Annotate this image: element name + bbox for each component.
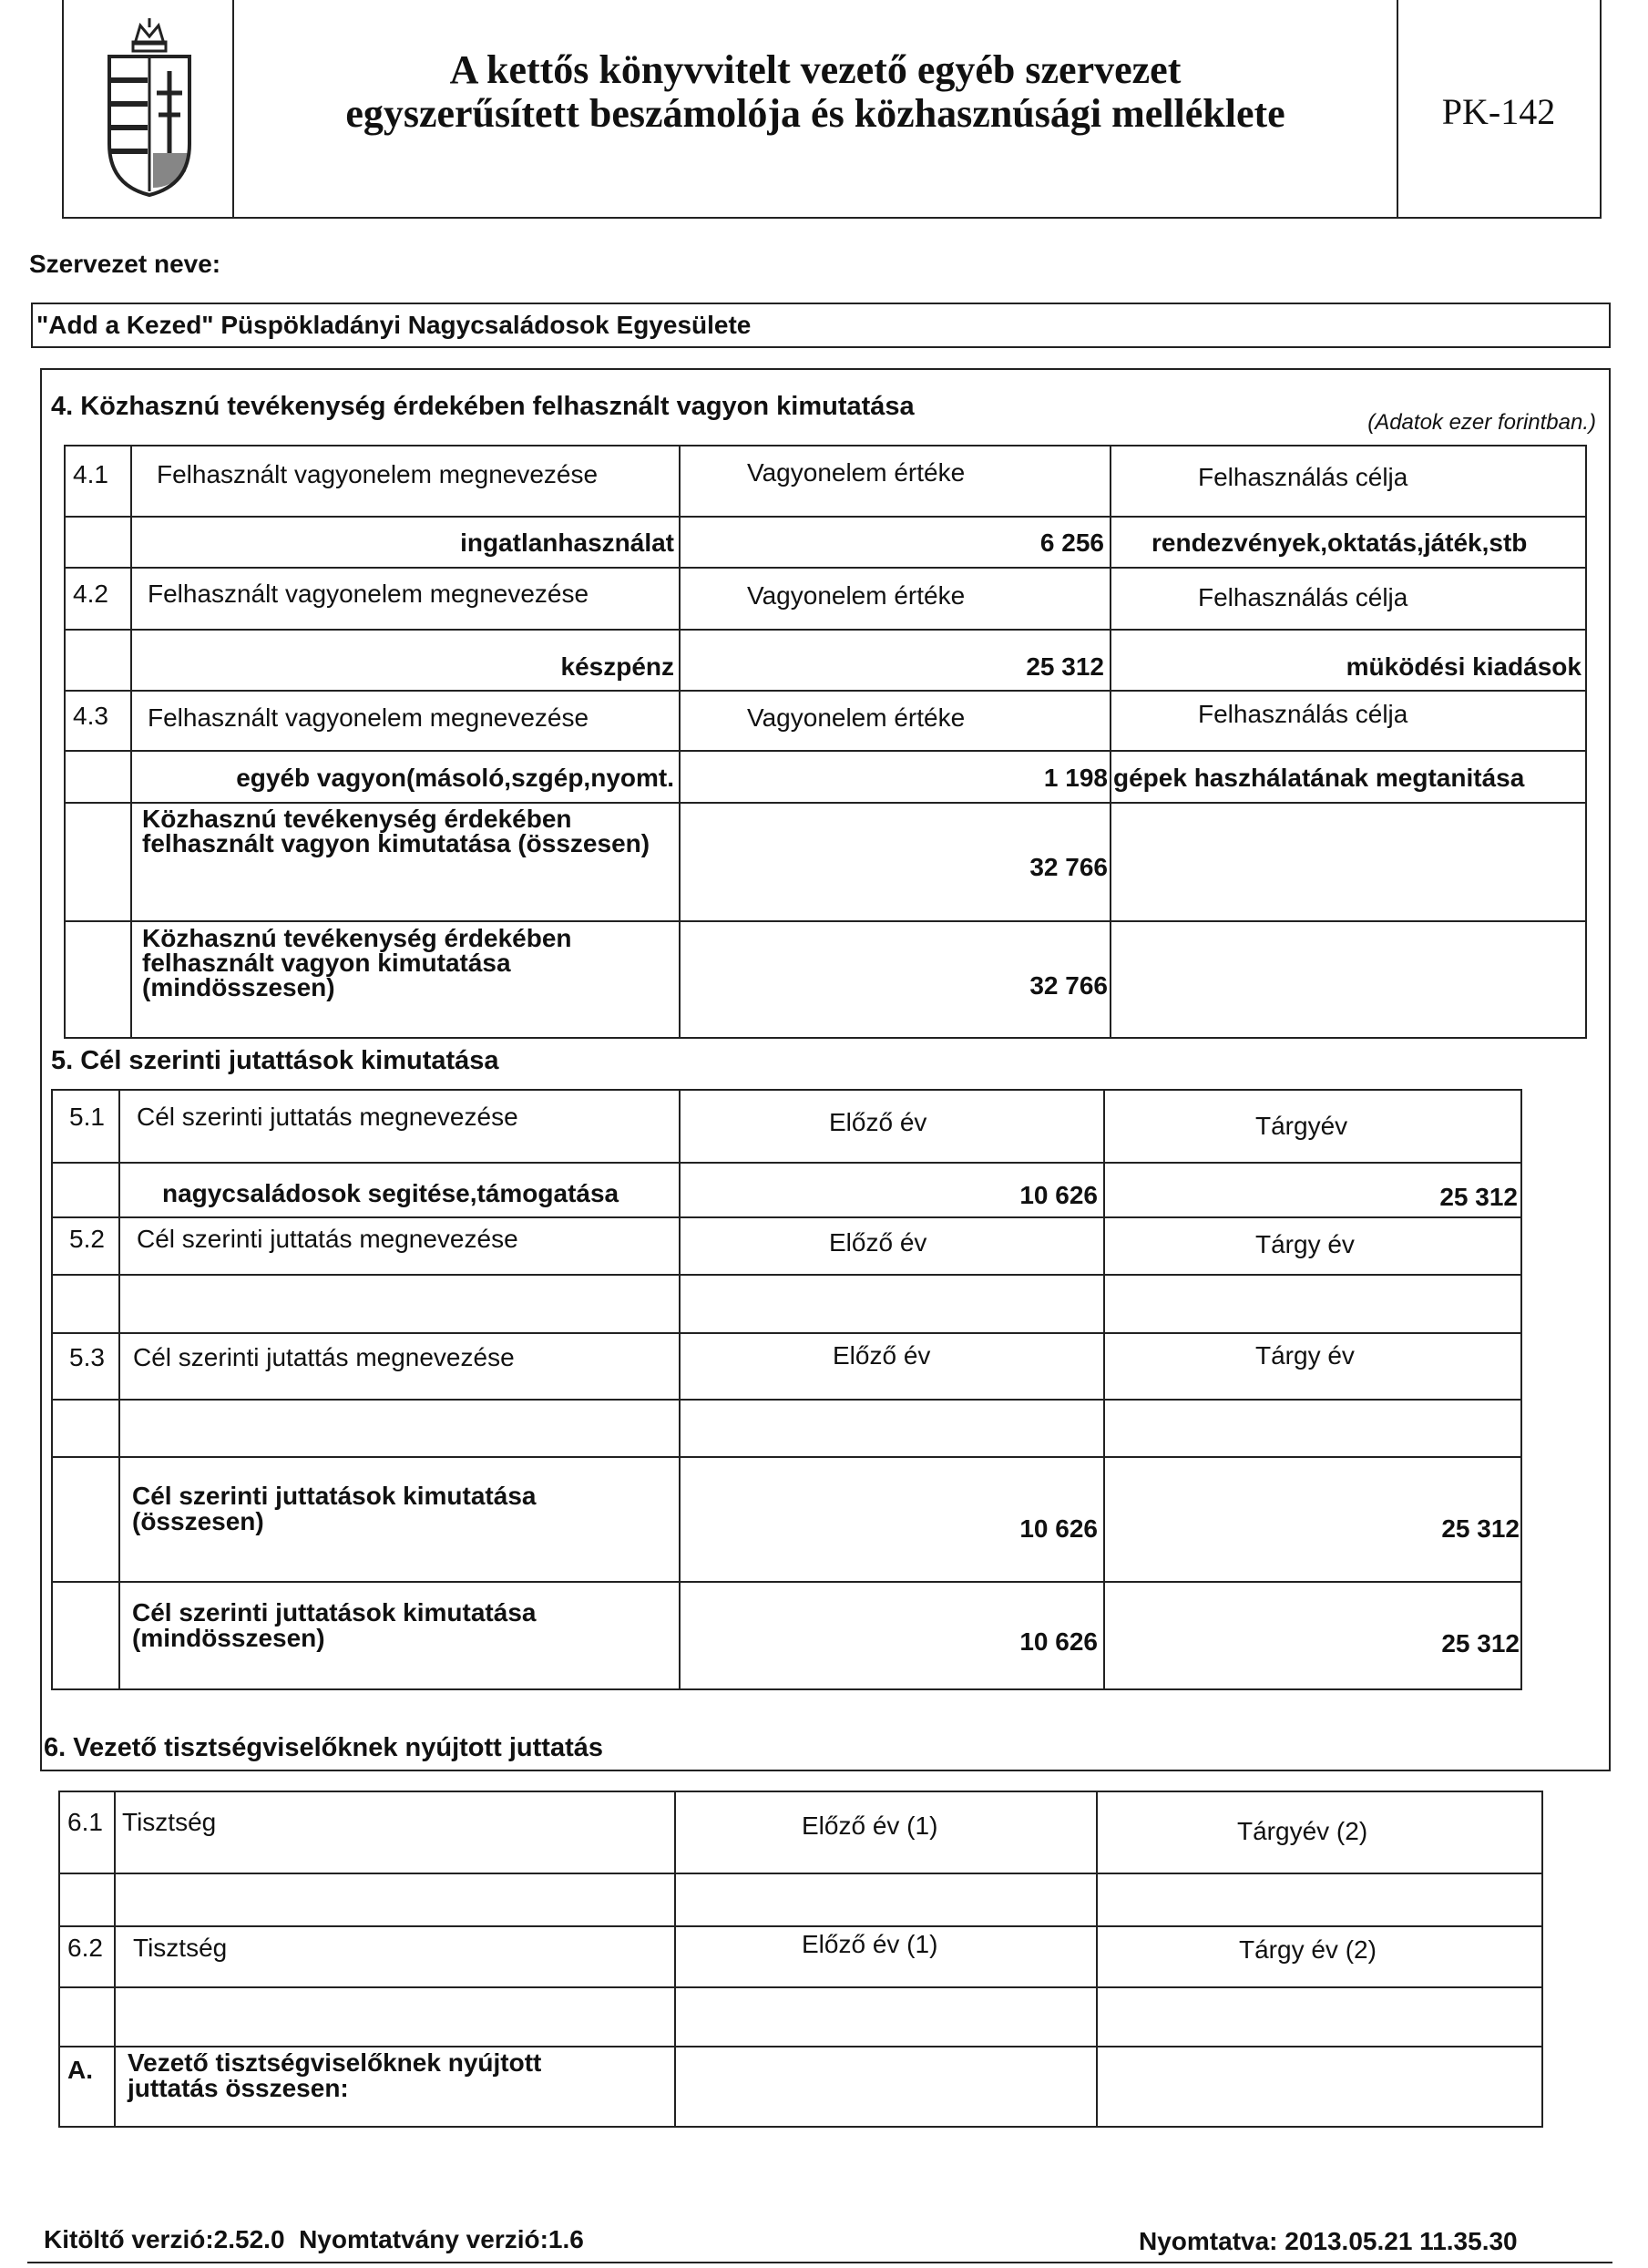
section-5-grand-total-label: Cél szerinti juttatások kimutatása (mindösszesen) — [132, 1598, 537, 1652]
section-4-grand-total-value: 32 766 — [1029, 971, 1108, 1000]
col-header-current-year: Tárgy év — [1255, 1341, 1355, 1370]
section-5-total-label: Cél szerinti juttatások kimutatása (összesen) — [132, 1482, 537, 1535]
version-info: Kitöltő verzió:2.52.0 Nyomtatvány verzió:1.6 — [44, 2225, 584, 2253]
col-header-current-year: Tárgyév (2) — [1237, 1817, 1368, 1845]
col-header-name: Cél szerinti juttatás megnevezése — [137, 1103, 518, 1131]
col-header-purpose: Felhasználás célja — [1198, 463, 1408, 491]
asset-name: ingatlanhasználat — [460, 529, 674, 557]
col-header-value: Vagyonelem értéke — [747, 458, 966, 487]
row-number-5-1: 5.1 — [69, 1103, 105, 1131]
section-6-title: 6. Vezető tisztségviselőknek nyújtott juttatás — [44, 1733, 603, 1762]
col-header-prev-year: Előző év — [833, 1341, 931, 1370]
asset-purpose: gépek haszhálatának megtanitása — [1113, 764, 1525, 792]
row-number-5-2: 5.2 — [69, 1225, 105, 1253]
asset-purpose: rendezvények,oktatás,játék,stb — [1152, 529, 1528, 557]
coat-of-arms-logo — [98, 16, 200, 199]
col-header-name: Cél szerinti jutattás megnevezése — [133, 1343, 515, 1371]
row-number-6-1: 6.1 — [67, 1808, 103, 1836]
col-header-purpose: Felhasználás célja — [1198, 700, 1408, 728]
col-header-name: Felhasznált vagyonelem megnevezése — [157, 460, 599, 488]
col-header-purpose: Felhasználás célja — [1198, 583, 1408, 611]
section-5-grand-total-current: 25 312 — [1441, 1629, 1520, 1657]
section-4-title: 4. Közhasznú tevékenység érdekében felhasznált vagyon kimutatása — [51, 392, 915, 421]
row-number-a: A. — [67, 2056, 93, 2084]
row-number-4-3: 4.3 — [73, 702, 108, 730]
section-4-grand-total-label: Közhasznú tevékenység érdekében felhasznált vagyon kimutatása (mindösszesen) — [142, 924, 572, 1001]
col-header-name: Felhasznált vagyonelem megnevezése — [148, 580, 589, 608]
col-header-prev-year: Előző év — [829, 1108, 927, 1136]
org-name-label: Szervezet neve: — [29, 250, 221, 278]
col-header-position: Tisztség — [122, 1808, 217, 1836]
col-header-name: Cél szerinti juttatás megnevezése — [137, 1225, 518, 1253]
section-5-title: 5. Cél szerinti jutattások kimutatása — [51, 1046, 499, 1075]
footer-rule — [27, 2262, 1612, 2263]
col-header-prev-year: Előző év — [829, 1228, 927, 1257]
form-title-line-1: A kettős könyvvitelt vezető egyéb szervezet — [449, 47, 1182, 92]
section-4-total-label: Közhasznú tevékenység érdekében felhasznált vagyon kimutatása (összesen) — [142, 805, 650, 857]
asset-value: 1 198 — [1043, 764, 1108, 792]
col-header-position: Tisztség — [133, 1934, 228, 1962]
form-code: PK-142 — [1441, 91, 1556, 132]
section-4-total-value: 32 766 — [1029, 853, 1108, 881]
section-5-total-current: 25 312 — [1441, 1514, 1520, 1543]
row-number-6-2: 6.2 — [67, 1934, 103, 1962]
asset-name: egyéb vagyon(másoló,szgép,nyomt. — [236, 764, 674, 792]
col-header-current-year: Tárgy év (2) — [1239, 1935, 1377, 1964]
org-name-value: "Add a Kezed" Püspökladányi Nagycsaládosok Egyesülete — [36, 311, 752, 339]
row-number-4-2: 4.2 — [73, 580, 108, 608]
col-header-prev-year: Előző év (1) — [802, 1811, 938, 1840]
unit-note: (Adatok ezer forintban.) — [1367, 410, 1596, 435]
section-5-grand-total-prev: 10 626 — [1019, 1627, 1098, 1656]
benefit-current-year: 25 312 — [1439, 1183, 1518, 1211]
asset-name: készpénz — [560, 652, 674, 681]
section-5-total-prev: 10 626 — [1019, 1514, 1098, 1543]
col-header-value: Vagyonelem értéke — [747, 703, 966, 732]
row-number-5-3: 5.3 — [69, 1343, 105, 1371]
section-6-total-label: Vezető tisztségviselőknek nyújtott juttatás összesen: — [128, 2048, 542, 2102]
col-header-current-year: Tárgy év — [1255, 1230, 1355, 1258]
print-timestamp: Nyomtatva: 2013.05.21 11.35.30 — [1139, 2227, 1518, 2255]
benefit-name: nagycsaládosok segitése,támogatása — [162, 1179, 619, 1207]
benefit-prev-year: 10 626 — [1019, 1181, 1098, 1209]
form-title-line-2: egyszerűsített beszámolója és közhasznúsági melléklete — [345, 91, 1285, 136]
col-header-name: Felhasznált vagyonelem megnevezése — [148, 703, 589, 732]
row-number-4-1: 4.1 — [73, 460, 108, 488]
asset-value: 6 256 — [1039, 529, 1104, 557]
asset-value: 25 312 — [1026, 652, 1104, 681]
col-header-prev-year: Előző év (1) — [802, 1930, 938, 1958]
col-header-current-year: Tárgyév — [1255, 1112, 1348, 1140]
asset-purpose: müködési kiadások — [1346, 652, 1581, 681]
col-header-value: Vagyonelem értéke — [747, 581, 966, 610]
